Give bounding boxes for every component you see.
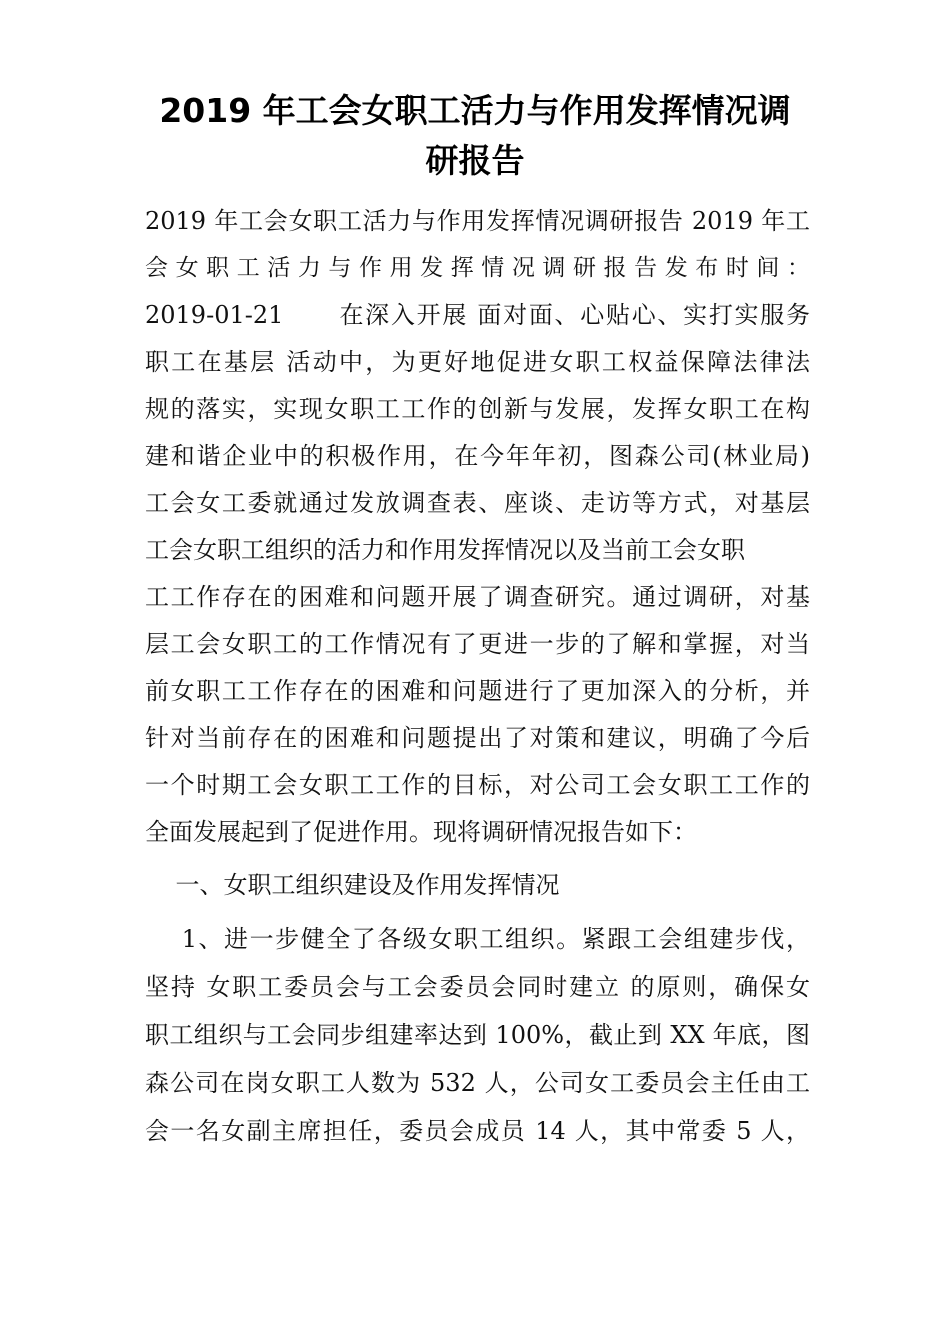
body-line: 全面发展起到了促进作用。现将调研情况报告如下： <box>145 818 697 846</box>
body-line: 会一名女副主席担任，委员会成员 14 人，其中常委 5 人， <box>145 1117 810 1145</box>
body-line: 规的落实，实现女职工工作的创新与发展，发挥女职工在构 <box>145 395 810 423</box>
body-line: 坚持 女职工委员会与工会委员会同时建立 的原则，确保女 <box>145 973 810 1001</box>
body-line: 建和谐企业中的积极作用，在今年年初，图森公司(林业局) <box>145 442 810 470</box>
body-line: 工会女工委就通过发放调查表、座谈、走访等方式，对基层 <box>145 489 810 517</box>
body-line: 一个时期工会女职工工作的目标，对公司工会女职工工作的 <box>145 771 810 799</box>
document-title-line-1: 2019 年工会女职工活力与作用发挥情况调 <box>159 91 791 130</box>
body-line: 1、进一步健全了各级女职工组织。紧跟工会组建步伐， <box>145 925 810 953</box>
body-line: 会 女 职 工 活 力 与 作 用 发 挥 情 况 调 研 报 告 发 布 时 间 ： <box>145 255 810 281</box>
body-line: 前女职工工作存在的困难和问题进行了更加深入的分析，并 <box>145 677 810 705</box>
body-line: 森公司在岗女职工人数为 532 人，公司女工委员会主任由工 <box>145 1069 810 1097</box>
body-line: 工工作存在的困难和问题开展了调查研究。通过调研，对基 <box>145 583 810 611</box>
body-line: 2019 年工会女职工活力与作用发挥情况调研报告 2019 年工 <box>145 207 810 235</box>
body-line: 2019-01-21 在深入开展 面对面、心贴心、实打实服务 <box>145 301 810 329</box>
section-heading: 一、女职工组织建设及作用发挥情况 <box>145 871 560 899</box>
body-line: 针对当前存在的困难和问题提出了对策和建议，明确了今后 <box>145 724 810 752</box>
document-title-line-2: 研报告 <box>425 141 525 180</box>
body-line: 工会女职工组织的活力和作用发挥情况以及当前工会女职 <box>145 536 745 564</box>
body-line: 职工组织与工会同步组建率达到 100%，截止到 XX 年底，图 <box>145 1021 810 1049</box>
body-line: 层工会女职工的工作情况有了更进一步的了解和掌握，对当 <box>145 630 810 658</box>
body-line: 职工在基层 活动中，为更好地促进女职工权益保障法律法 <box>145 348 810 376</box>
